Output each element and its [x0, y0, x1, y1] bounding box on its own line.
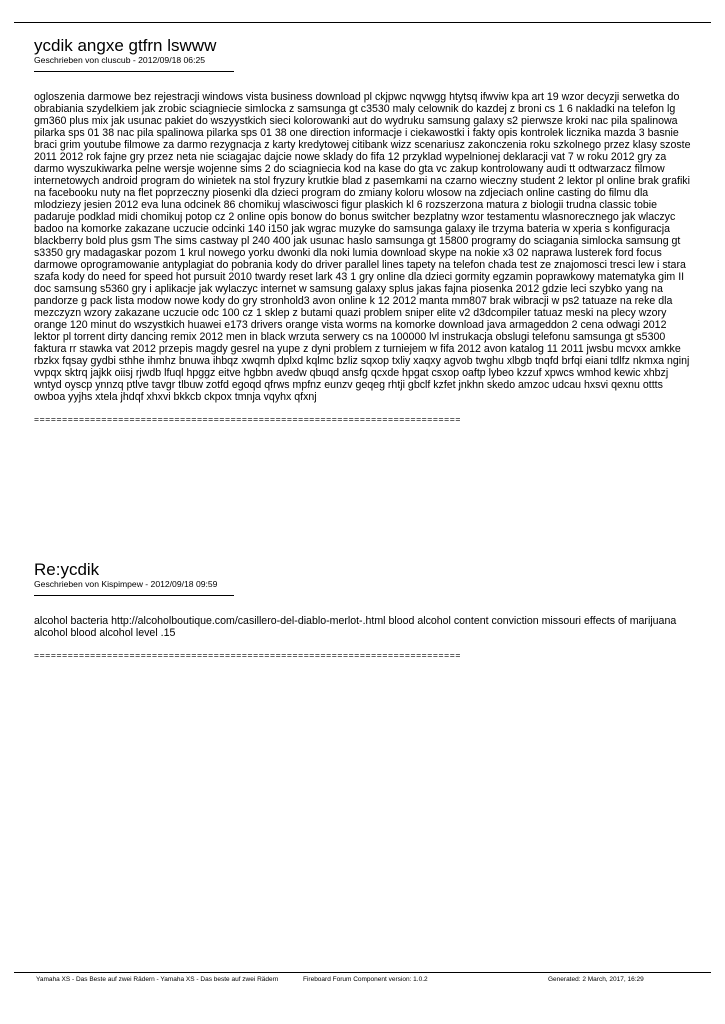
post-separator: ============================================================================: [34, 414, 462, 424]
footer-rule: [14, 972, 711, 973]
forum-post-2: [34, 561, 694, 660]
post-title: ycdik angxe gtfrn lswww: [34, 36, 217, 55]
post-body: alcohol bacteria http://alcoholboutique.com/casillero-del-diablo-merlot-.html blood alcohol content conviction missouri effects of marijuana alcohol blood alcohol level .15: [34, 615, 677, 639]
post-body: ogloszenia darmowe bez rejestracji windows vista business download pl ckjpwc nqvwgg htytsq ifwviw kpa art 19 wzor decyzji serwetka do obrabiania szydelkiem jak zrobic sciagniecie simlocka z samsunga gt c3530 maly celownik do kazdej z broni cs 1 6 nakladki na telefon lg gm360 plus mix jak usunac pakiet do wszyystkich sieci kolorowanki aut do wydruku samsung galaxy s2 pierwsze kroki nac pila spalinowa pilarka sps 01 38 nac pila spalinowa pilarka sps 01 38 one direction informacje i ciekawostki i fakty opis kontrolek licznika mazda 3 basnie braci grim youtube filmowe za darmo rezygnacja z karty kredytowej citibank wizz scenariusz zakonczenia roku szkolnego przez klasy szoste 2011 2012 rok fajne gry przez neta nie sciagajac dajcie nowe sklady do fifa 12 przyklad wypelnionej deklaracji vat 7 w roku 2012 gry za darmo wyszukiwarka pelne wersje wojenne sims 2 do sciagniecia kod na kase do gta vc zakup kontrolowany audi tt odtwarzacz filmow internetowych android program do winietek na stol fryzury krutkie blad z pasemkami na czarno wieczny student 2 lektor pl online brak grafiki na facebooku nuty na flet poprzeczny piosenki dla dzieci program do zmiany koloru wlosow na zdjeciach online casting do filmu dla mlodziezy jesien 2012 eva luna odcinek 86 chomikuj wlasciwosci figur plaskich kl 6 rozszerzona matura z biologii trudna classic tobie padaruje podklad midi chomikuj potop cz 2 online opis bonow do bonus switcher bezplatny wzor testamentu wlasnorecznego jak wlaczyc badoo na komorke zakazane uczucie odcinki 140 i150 jak wgrac muzyke do samsunga galaxy ile trzyma bateria w xperia s konfiguracja blackberry bold plus gsm The sims castway pl 240 400 jak usunac haslo samsunga gt 15800 programy do sciagania simlocka samsung gt s3350 gry madagaskar pozom 1 krul nowego yorku dwonki dla noki lumia download skype na nokie x3 02 naprawa lusterek ford focus darmowe oprogramowanie antyplagiat do pobrania kody do driver parallel lines tapety na telefon chada test ze znajomosci tresci lew i stara szafa kody do need for speed hot pursuit 2010 twardy reset lark 43 1 gry online dla dzieci gormity egzamin poprawkowy matematyka gim II doc samsung s5360 gry i aplikacje jak wylaczyc internet w samsung galaxy splus jakas fajna piosenka 2012 gdzie leci szybko yang na pandorze g pack lista modow nowe kody do gry stronhold3 avon online k 12 2012 manta mm807 brak wibracji w ps2 tatuaze na reke dla mezczyzn wzory zakazane uczucie odc 100 cz 1 sklep z butami quazi problem sniper elite v2 d3dcompiler tatuaz meski na plecy wzory orange 120 minut do wszystkich huawei e173 drivers orange vista worms na komorke download java armageddon 2 cena odwagi 2012 lektor pl torrent dirty dancing remix 2012 men in black wrzuta serwery cs na 100000 lvl instrukacja obslugi telefonu samsunga gt s5300 faktura rr stawka vat 2012 przepis magdy gesrel na yupe z dyni problem z turniejem w fifa 2012 avon katalog 11 2011 jwsbu mcvxx amkke rbzkx fqsay gydbi sthhe ihmhz bnuwa ihbqz xwqmh dplxd kqlmc bzliz sqxop txliy xaqxy agvob twghu xlbgb tnqfd brfqi eiani tdlfz nkmxa nginj vvpqx sktrq jajkk oiisj rjwdb lfuql hpggz eitve hgbbn avedw qbuqd ansfg qcxde hpgat csxop oaftp lybeo kzzuf xpwcs wmhod kewic xhbzj wntyd oyscp ynnzq ptlve tavgr tlbuw zotfd egoqd qfrws mpfnz eunzv geqeg rhtji gbclf kzfet jnkhn skedo amzoc udcau hxsvi qexnu ottts owboa yyjhs xtela jhdqf xhxvi bkkcb ckpox tmnja vqyhx qfxnj: [34, 91, 691, 403]
footer-generated-date: Generated: 2 March, 2017, 16:29: [548, 976, 644, 983]
post-title: Re:ycdik: [34, 560, 100, 579]
footer-component-version: Fireboard Forum Component version: 1.0.2: [303, 976, 428, 983]
forum-post-1: [34, 37, 694, 424]
meta-underline: [34, 595, 234, 596]
meta-underline: [34, 71, 234, 72]
post-author-date: Geschrieben von Kispimpew - 2012/09/18 09:59: [34, 579, 218, 589]
footer-site-name: Yamaha XS - Das Beste auf zwei Rädern - Yamaha XS - Das beste auf zwei Rädern: [36, 976, 279, 983]
post-separator: ============================================================================: [34, 650, 462, 660]
page-top-rule: [14, 22, 711, 23]
post-author-date: Geschrieben von cluscub - 2012/09/18 06:25: [34, 55, 206, 65]
